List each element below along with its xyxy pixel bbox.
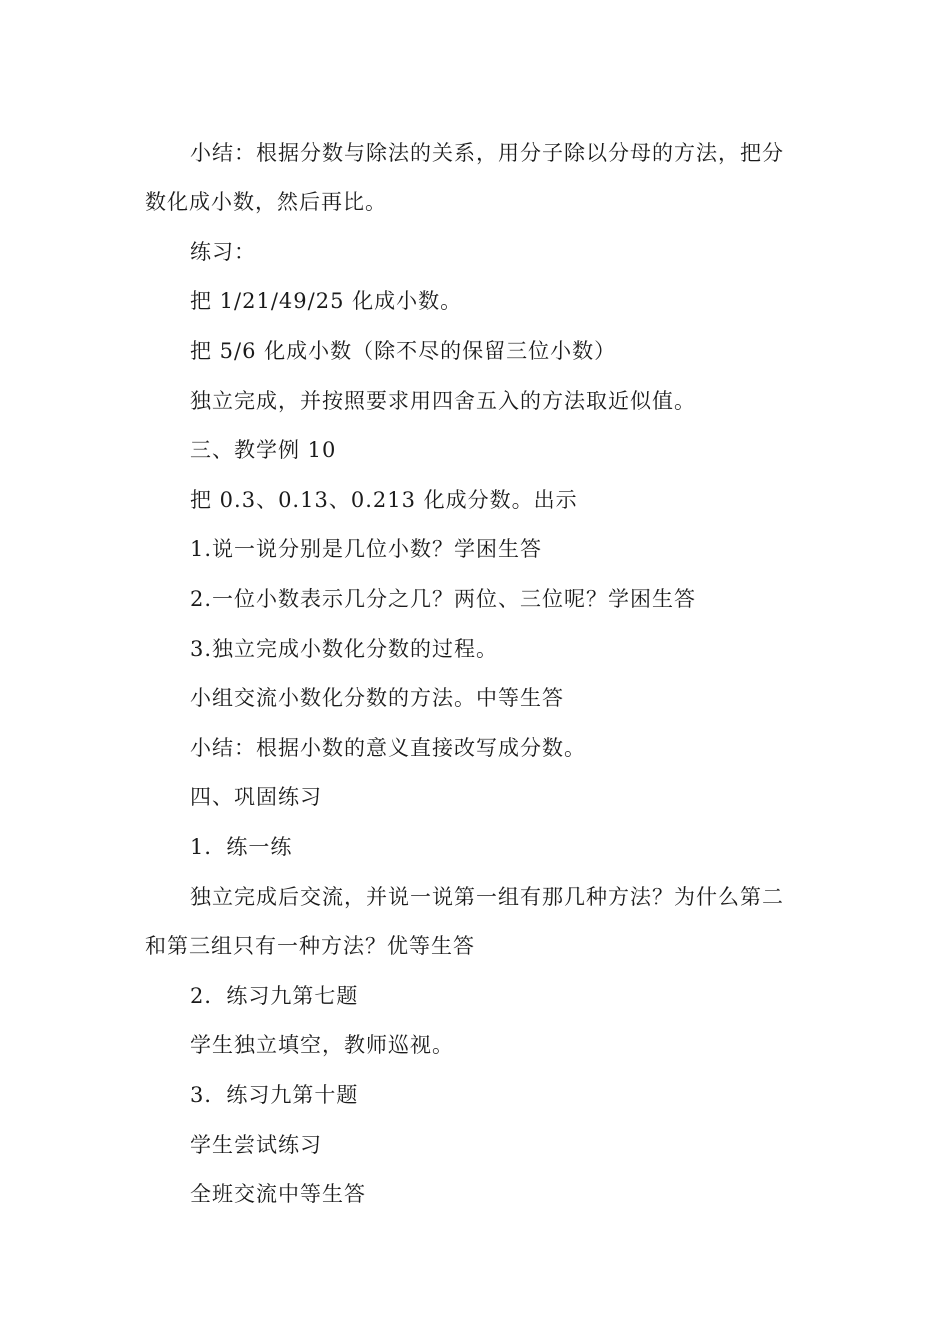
practice-item-2: 2．练习九第七题: [190, 984, 359, 1008]
exercise-item-1: 把 1/21/49/25 化成小数。: [190, 289, 463, 313]
practice-1-text-line-1: 独立完成后交流，并说一说第一组有那几种方法？为什么第二: [190, 885, 784, 909]
summary-line-1: 小结：根据分数与除法的关系，用分子除以分母的方法，把分: [190, 141, 784, 165]
section-heading-4: 四、巩固练习: [190, 785, 322, 809]
example-prompt: 把 0.3、0.13、0.213 化成分数。出示: [190, 488, 578, 512]
practice-item-1: 1．练一练: [190, 835, 293, 859]
exercise-item-2: 把 5/6 化成小数（除不尽的保留三位小数）: [190, 339, 617, 363]
group-discussion: 小组交流小数化分数的方法。中等生答: [190, 686, 564, 710]
question-1: 1.说一说分别是几位小数？学困生答: [190, 537, 543, 561]
question-2: 2.一位小数表示几分之几？两位、三位呢？学困生答: [190, 587, 697, 611]
practice-1-text-line-2: 和第三组只有一种方法？优等生答: [145, 934, 475, 958]
exercise-instruction: 独立完成，并按照要求用四舍五入的方法取近似值。: [190, 389, 696, 413]
summary-2: 小结：根据小数的意义直接改写成分数。: [190, 736, 586, 760]
practice-3-text-1: 学生尝试练习: [190, 1133, 322, 1157]
section-heading-3: 三、教学例 10: [190, 438, 337, 462]
practice-3-text-2: 全班交流中等生答: [190, 1182, 366, 1206]
exercise-heading: 练习：: [190, 240, 256, 264]
practice-item-3: 3．练习九第十题: [190, 1083, 359, 1107]
summary-line-2: 数化成小数，然后再比。: [145, 190, 387, 214]
question-3: 3.独立完成小数化分数的过程。: [190, 637, 499, 661]
practice-2-text: 学生独立填空，教师巡视。: [190, 1033, 454, 1057]
